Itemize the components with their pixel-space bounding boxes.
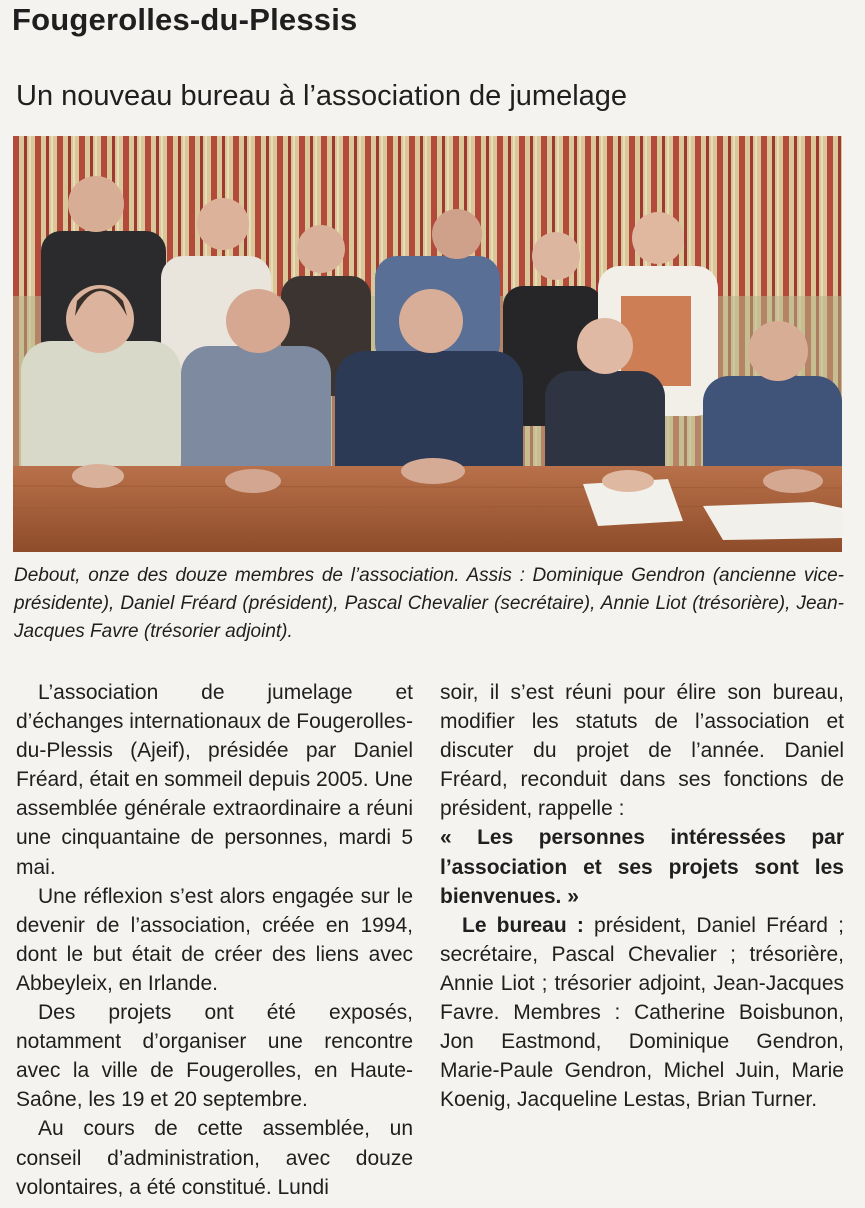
- bureau-label: Le bureau :: [462, 913, 584, 937]
- bureau-paragraph: [440, 911, 844, 1115]
- town-title: Fougerolles-du-Plessis: [12, 2, 358, 37]
- article-column-right: [440, 678, 844, 1114]
- group-photo-illustration: [13, 136, 842, 552]
- article-paragraph: Des projets ont été exposés, notamment d’organiser une rencontre avec la ville de Fougerolles, en Haute-Saône, les 19 et 20 septembre.: [16, 1001, 413, 1112]
- photo-caption: Debout, onze des douze membres de l’association. Assis : Dominique Gendron (ancienne vice-présidente), Daniel Fréard (président), Pascal Chevalier (secrétaire), Annie Liot (trésorière), Jean-Jacques Favre (trésorier adjoint).: [14, 565, 844, 642]
- article-headline: Un nouveau bureau à l’association de jumelage: [16, 80, 628, 112]
- article-paragraph: L’association de jumelage et d’échanges internationaux de Fougerolles-du-Plessis (Ajeif), présidée par Daniel Fréard, était en sommeil depuis 2005. Une assemblée générale extraordinaire a réuni une cinquantaine de personnes, mardi 5 mai.: [16, 681, 413, 879]
- article-paragraph: Au cours de cette assemblée, un conseil d’administration, avec douze volontaires, a été constitué. Lundi: [16, 1117, 413, 1199]
- article-paragraph: Une réflexion s’est alors engagée sur le devenir de l’association, créée en 1994, dont le but était de créer des liens avec Abbeyleix, en Irlande.: [16, 884, 413, 995]
- article-paragraph-continued: soir, il s’est réuni pour élire son bureau, modifier les statuts de l’association et discuter du projet de l’année. Daniel Fréard, reconduit dans ses fonctions de président, rappelle :: [440, 681, 844, 821]
- group-photo: [13, 136, 842, 552]
- bureau-members: président, Daniel Fréard ; secrétaire, Pascal Chevalier ; trésorière, Annie Liot ; trésorier adjoint, Jean-Jacques Favre. Membres : Catherine Boisbunon, Jon Eastmond, Dominique Gendron, Marie-Paule Gendron, Michel Juin, Marie Koenig, Jacqueline Lestas, Brian Turner.: [440, 913, 844, 1112]
- president-quote: « Les personnes intéressées par l’association et ses projets sont les bienvenues. »: [440, 826, 844, 908]
- article-column-left: [16, 678, 413, 1202]
